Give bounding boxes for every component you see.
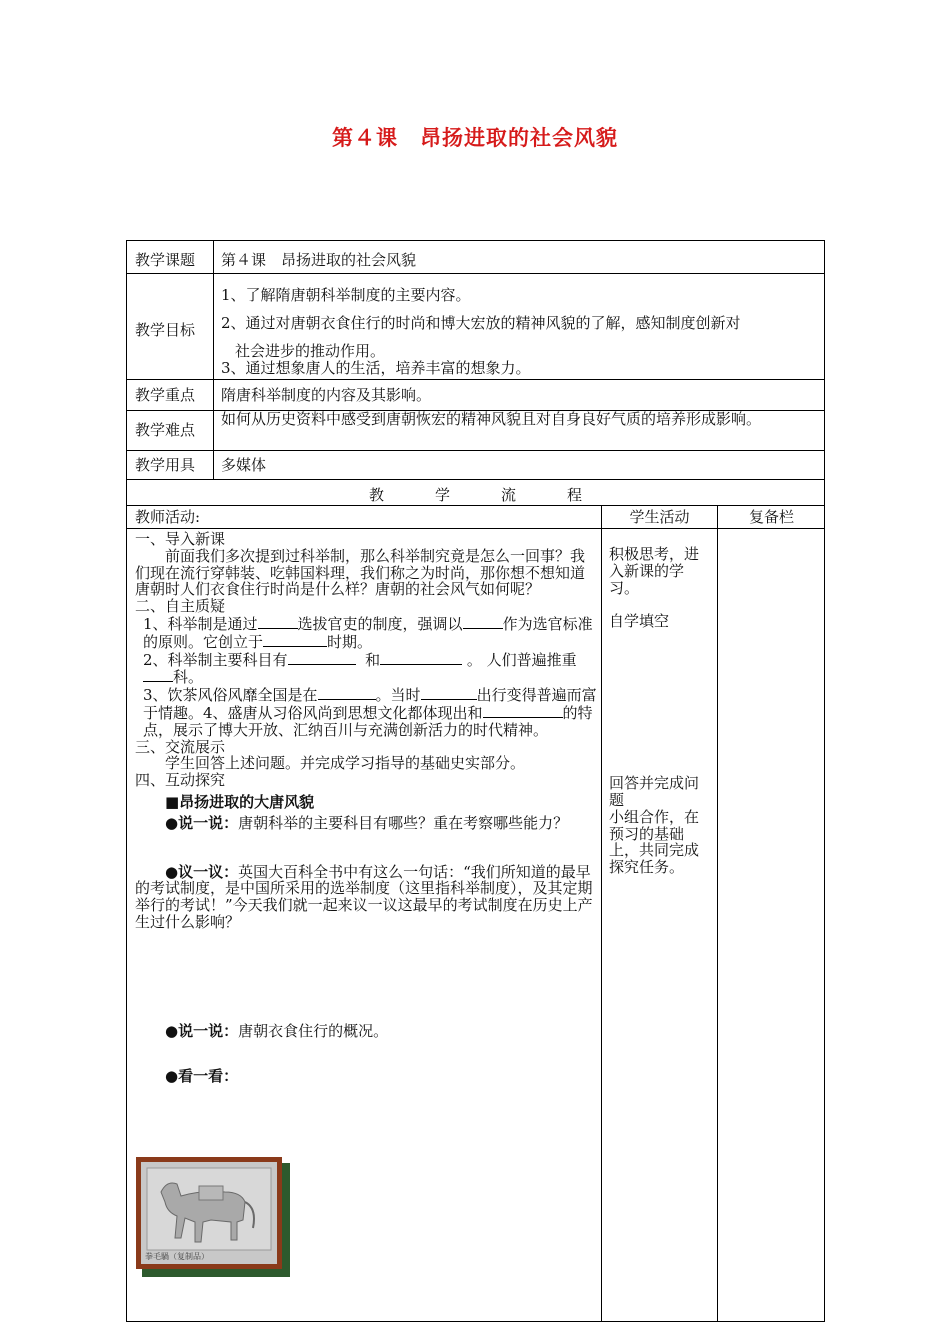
blank-field[interactable] [483,704,563,718]
label-topic: 教学课题 [135,251,196,269]
image-frame [136,1157,282,1269]
blank-field[interactable] [318,686,376,700]
flow-char: 学 [434,486,450,504]
student-activities [609,546,699,876]
goal-1: 1、了解隋唐朝科举制度的主要内容。 [221,286,471,304]
goal-2: 2、通过对唐朝衣食住行的时尚和博大宏放的精神风貌的了解，感知制度创新对 [221,314,741,332]
divider [717,505,718,1322]
page-title: 第４课 昂扬进取的社会风貌 [332,125,618,150]
value-tools: 多媒体 [221,456,267,474]
label-tools: 教学用具 [135,456,196,474]
value-topic: 第４课 昂扬进取的社会风貌 [221,251,417,269]
teacher-activities [135,531,597,1084]
divider [127,273,824,274]
divider [213,241,214,479]
activity-say-1: ●说一说：唐朝科举的主要科目有哪些？重在考察哪些能力？ [165,813,569,832]
flow-char: 程 [566,486,582,504]
blank-field[interactable] [288,651,356,665]
image-caption: 拳毛騧（复制品） [145,1252,209,1261]
student-activity: 自学填空 [609,612,670,631]
divider [127,505,824,506]
activity-discuss: ●议一议：英国大百科全书中有这么一句话：“我们所知道的最早的考试制度，是中国所采用的选举制度（这里指科举制度），及其定期举行的考试！”今天我们就一起来议一议这最早的考试制度在历史上产生过什么影响？ [135,862,593,931]
goal-2-cont: 社会进步的推动作用。 [235,342,386,360]
activity-say-2: ●说一说：唐朝衣食住行的概况。 [165,1021,389,1040]
lesson-plan-table [126,240,825,1322]
blank-field[interactable] [263,633,327,647]
question-2: 2、科举制主要科目有 和 。 人们普遍推重科。 [143,650,577,687]
divider [601,505,602,1322]
blank-field[interactable] [380,651,462,665]
student-activity: 积极思考，进入新课的学习。 [609,545,700,597]
blank-field[interactable] [463,615,503,629]
divider [127,528,824,529]
horse-relief-icon [141,1162,277,1264]
label-key: 教学重点 [135,386,196,404]
divider [127,450,824,451]
intro-text: 前面我们多次提到过科举制，那么科举制究竟是怎么一回事？我们现在流行穿韩装、吃韩国料理，我们称之为时尚，那你想不想知道唐朝时人们衣食住行时尚是什么样？唐朝的社会风气如何呢？ [135,546,586,599]
label-goals: 教学目标 [135,321,196,339]
flow-char: 流 [500,486,516,504]
flow-char: 教 [368,486,384,504]
image-content [141,1162,277,1264]
question-3: 3、饮茶风俗风靡全国是在 。当时 出行变得普遍而富于情趣。4、盛唐从习俗风尚到思想文化都体现出和 的特点，展示了博大开放、汇纳百川与充满创新活力的时代精神。 [143,686,597,739]
divider [127,379,824,380]
question-1: 1、科举制是通过 选拔官吏的制度，强调以 作为选官标准的原则。它创立于 时期。 [143,614,593,651]
value-difficulty: 如何从历史资料中感受到唐朝恢宏的精神风貌且对自身良好气质的培养形成影响。 [221,410,762,428]
label-difficulty: 教学难点 [135,421,196,439]
blank-field[interactable] [143,668,173,682]
goal-3: 3、通过想象唐人的生活，培养丰富的想象力。 [221,359,531,377]
horse-relief-image [136,1157,288,1275]
divider [127,479,824,480]
flow-heading [127,484,824,505]
section-heading: 三、交流展示 [135,737,226,756]
value-key: 隋唐科举制度的内容及其影响。 [221,386,432,404]
blank-field[interactable] [258,615,298,629]
student-activity: 回答并完成问题 [609,774,700,809]
student-activity: 小组合作，在预习的基础上，共同完成探究任务。 [609,807,700,877]
column-teacher: 教师活动: [135,508,201,526]
column-prep: 复备栏 [748,508,794,526]
exchange-text: 学生回答上述问题。并完成学习指导的基础史实部分。 [165,754,526,773]
section-heading: 二、自主质疑 [135,597,226,616]
column-student: 学生活动 [629,508,690,526]
activity-look: ●看一看： [165,1066,239,1085]
section-heading: 四、互动探究 [135,771,226,790]
section-heading: 一、导入新课 [135,530,226,548]
subsection-heading: ■昂扬进取的大唐风貌 [165,792,315,811]
blank-field[interactable] [421,686,477,700]
